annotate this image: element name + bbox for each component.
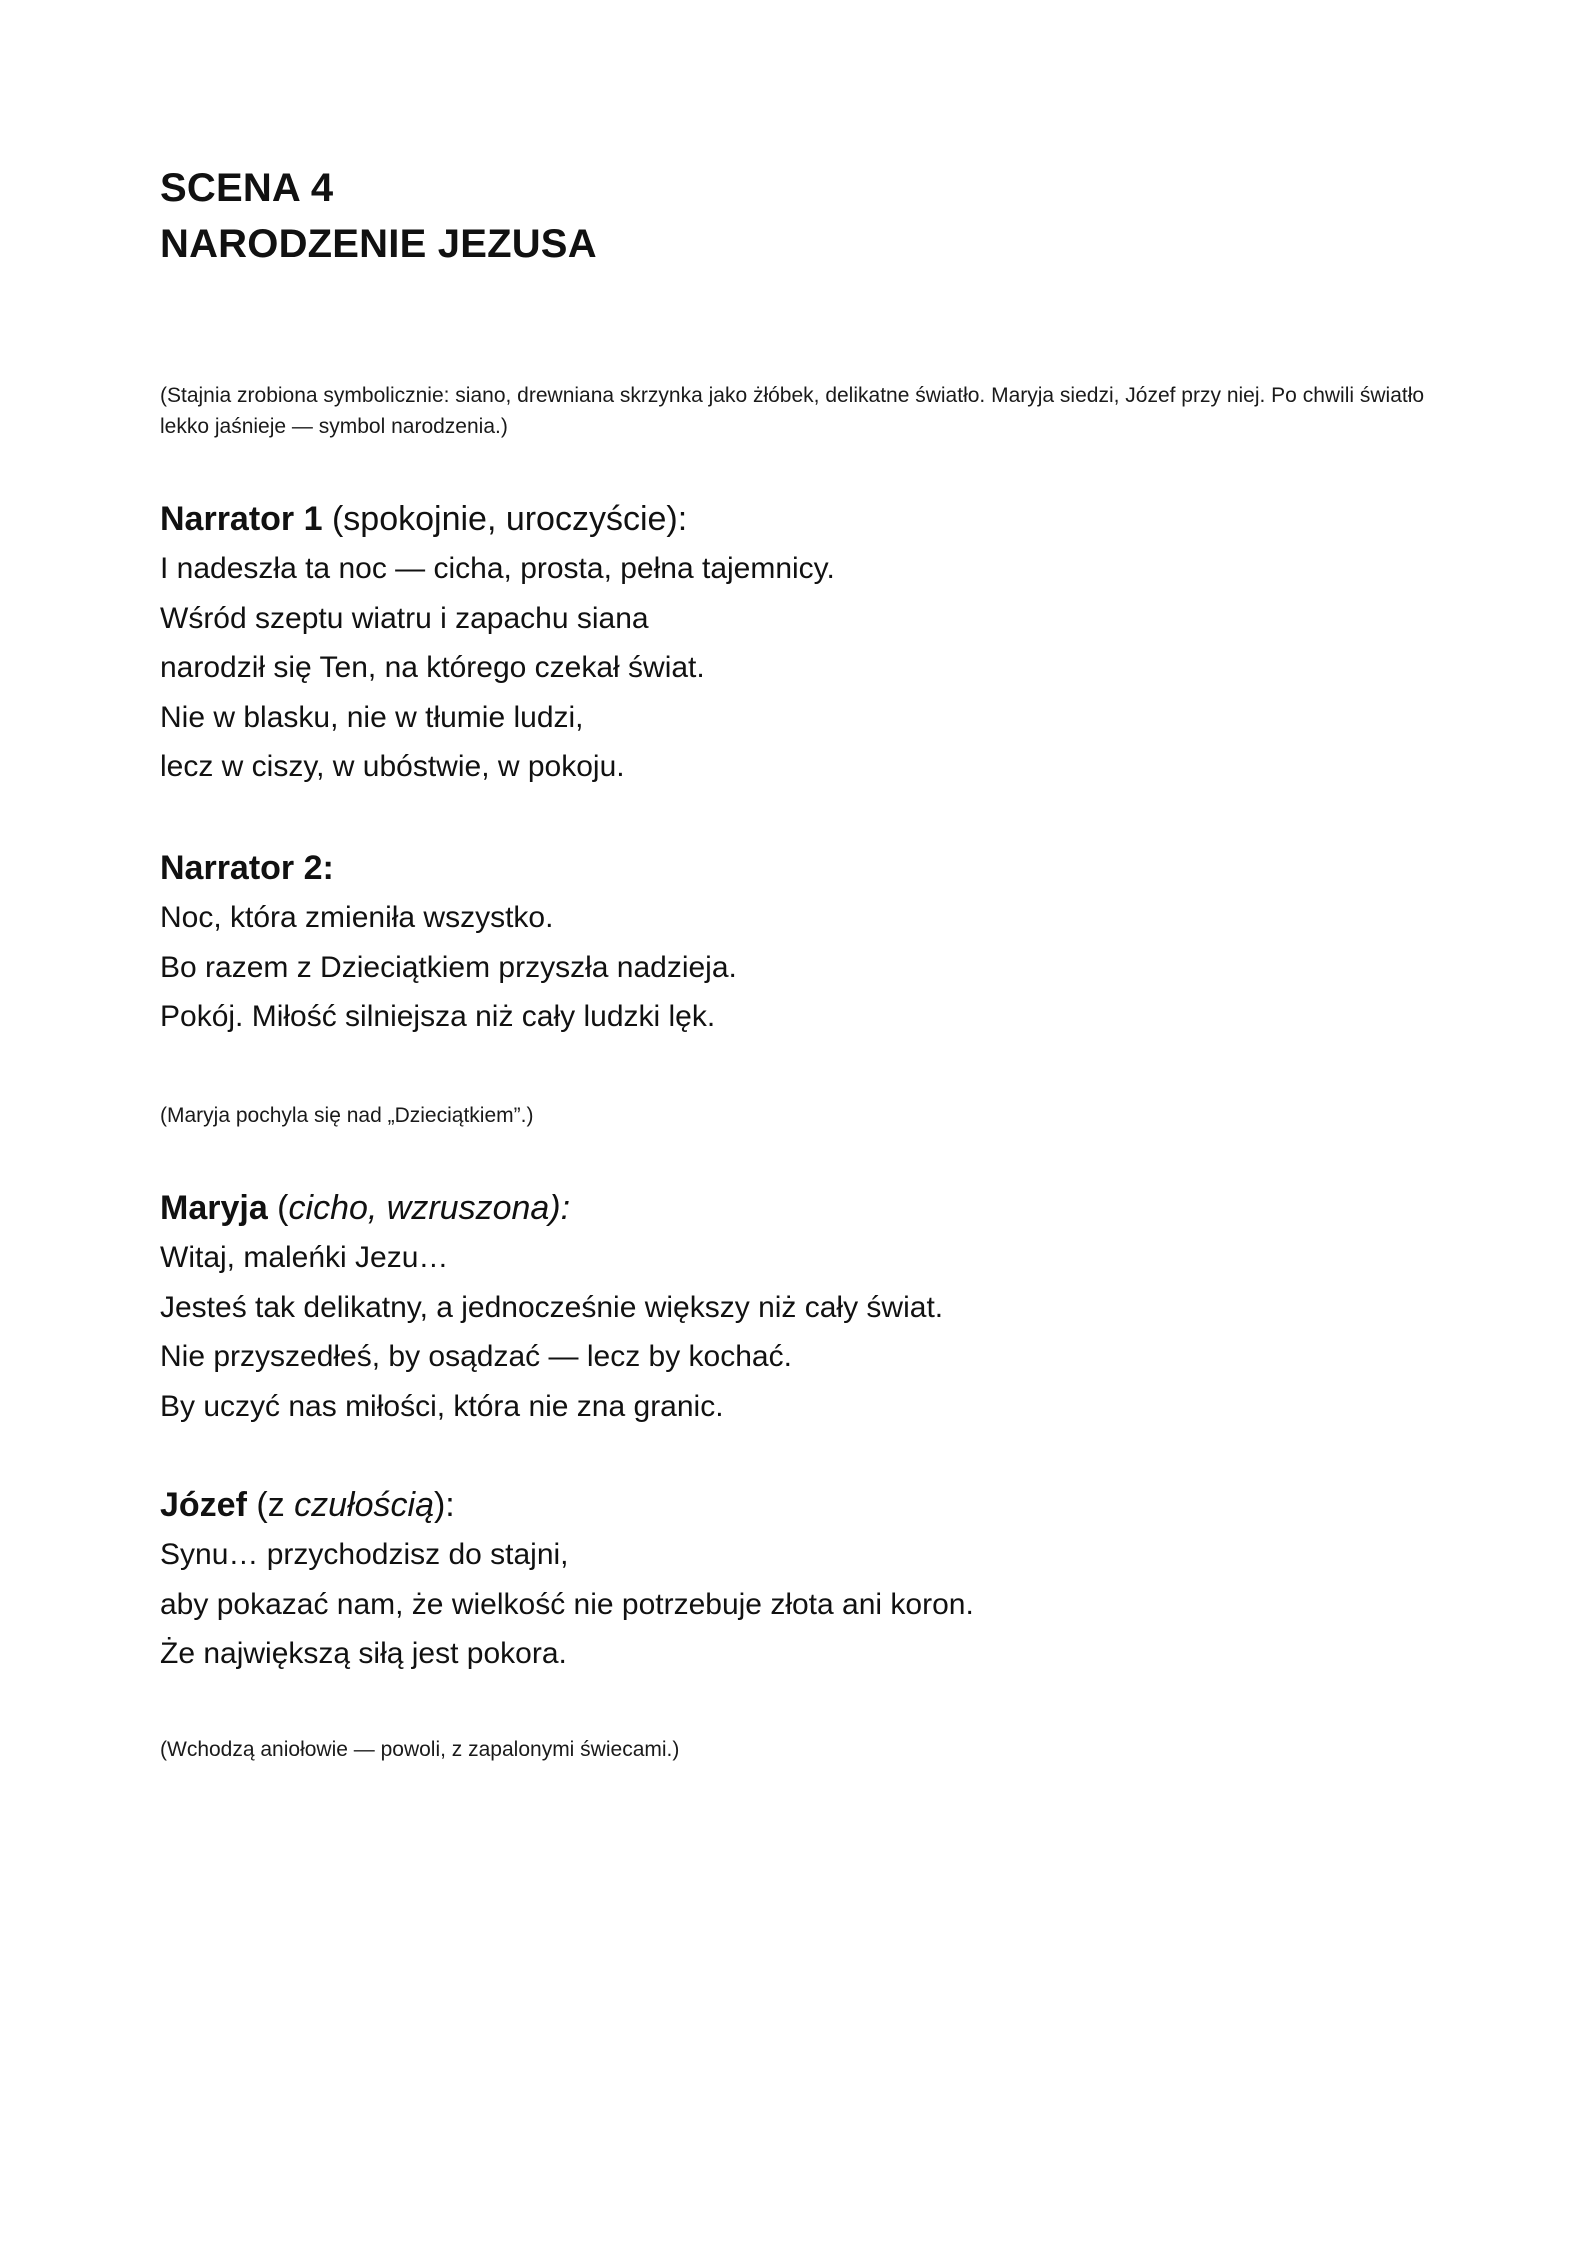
speaker-direction: (spokojnie, uroczyście): bbox=[322, 500, 688, 538]
scene-heading bbox=[160, 160, 597, 272]
dialogue-maryja bbox=[160, 1183, 1430, 1431]
dialogue-line: I nadeszła ta noc — cicha, prosta, pełna tajemnicy. bbox=[160, 552, 835, 585]
speaker-heading bbox=[160, 843, 1430, 893]
dialogue-line: lecz w ciszy, w ubóstwie, w pokoju. bbox=[160, 750, 625, 783]
dialogue-line: By uczyć nas miłości, która nie zna granic. bbox=[160, 1389, 724, 1423]
dialogue-line: Bo razem z Dzieciątkiem przyszła nadzieja. bbox=[160, 950, 737, 984]
dialogue-jozef bbox=[160, 1480, 1430, 1679]
dialogue-line: Noc, która zmieniła wszystko. bbox=[160, 901, 554, 934]
speaker-direction-open: ( bbox=[267, 1189, 289, 1227]
dialogue-line: Nie w blasku, nie w tłumie ludzi, bbox=[160, 700, 584, 734]
dialogue-line: Witaj, maleńki Jezu… bbox=[160, 1241, 449, 1274]
scene-number: SCENA 4 bbox=[160, 166, 334, 210]
speaker-name: Narrator 1 bbox=[160, 500, 323, 538]
dialogue-narrator-1 bbox=[160, 494, 1430, 792]
dialogue-line: aby pokazać nam, że wielkość nie potrzebuje złota ani koron. bbox=[160, 1587, 974, 1621]
dialogue-narrator-2 bbox=[160, 843, 1430, 1042]
speaker-direction-open: (z bbox=[246, 1486, 295, 1524]
speaker-name: Narrator 2: bbox=[160, 849, 334, 887]
dialogue-line: Wśród szeptu wiatru i zapachu siana bbox=[160, 601, 649, 635]
script-page bbox=[160, 0, 1430, 2245]
speaker-direction: cicho, wzruszona): bbox=[288, 1189, 571, 1227]
speaker-name: Maryja bbox=[160, 1189, 268, 1227]
speaker-name: Józef bbox=[160, 1486, 247, 1524]
dialogue-line: narodził się Ten, na którego czekał świat. bbox=[160, 651, 705, 684]
speaker-direction-close: ): bbox=[433, 1486, 455, 1524]
speaker-heading bbox=[160, 1183, 1430, 1233]
speaker-heading bbox=[160, 1480, 1430, 1530]
speaker-heading bbox=[160, 494, 1430, 544]
dialogue-line: Pokój. Miłość silniejsza niż cały ludzki lęk. bbox=[160, 1000, 716, 1033]
stage-direction-mary-bends: (Maryja pochyla się nad „Dzieciątkiem”.) bbox=[160, 1104, 534, 1127]
dialogue-line: Jesteś tak delikatny, a jednocześnie większy niż cały świat. bbox=[160, 1290, 944, 1324]
scene-title: NARODZENIE JEZUSA bbox=[160, 222, 597, 266]
stage-direction-angels-enter: (Wchodzą aniołowie — powoli, z zapalonymi świecami.) bbox=[160, 1738, 680, 1761]
speaker-direction: czułością bbox=[294, 1486, 434, 1524]
dialogue-line: Że największą siłą jest pokora. bbox=[160, 1637, 567, 1670]
stage-direction-opening: (Stajnia zrobiona symbolicznie: siano, drewniana skrzynka jako żłóbek, delikatne światło. Maryja siedzi, Józef przy niej. Po chwili światło lekko jaśnieje — symbol narodzenia.) bbox=[160, 384, 1425, 438]
dialogue-line: Synu… przychodzisz do stajni, bbox=[160, 1538, 569, 1571]
dialogue-line: Nie przyszedłeś, by osądzać — lecz by kochać. bbox=[160, 1340, 792, 1373]
